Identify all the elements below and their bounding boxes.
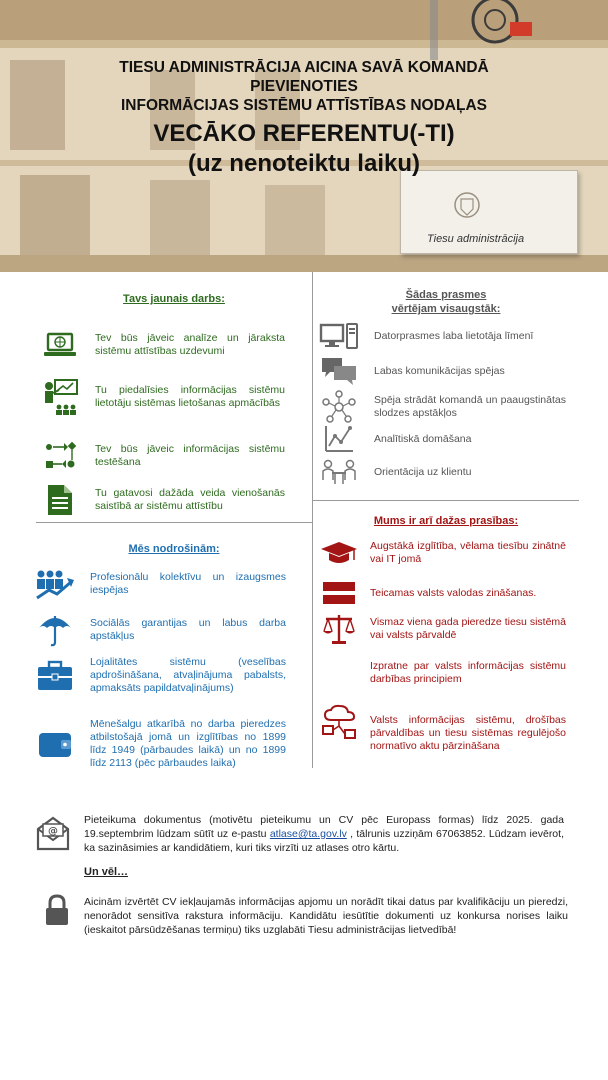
skill-item — [316, 356, 571, 386]
requirement-item — [316, 612, 571, 646]
document-icon — [38, 483, 82, 517]
computer-icon — [316, 322, 362, 350]
hero-banner — [0, 0, 608, 272]
hero-line-3: INFORMĀCIJAS SISTĒMU ATTĪSTĪBAS NODAĻAS — [121, 97, 487, 114]
requirements-heading: Mums ir arī dažas prasības: — [373, 515, 519, 527]
work-item — [38, 332, 288, 358]
application-text-before: Pieteikuma dokumentus (motivētu pieteikumu un CV pēc Europass formas) līdz 2025. gada 19.septembrim lūdzam sūtīt uz e-pastu — [84, 814, 564, 840]
offer-item-text: Profesionālu kolektīvu un izaugsmes iespējas — [90, 571, 286, 596]
wallet-icon — [32, 729, 78, 759]
more-heading: Un vēl… — [84, 866, 129, 878]
position-term: (uz nenoteiktu laiku) — [187, 150, 420, 177]
padlock-icon — [44, 894, 70, 931]
skills-heading — [313, 288, 579, 316]
offer-item-text: Sociālās garantijas un labus darba apstākļus — [90, 617, 286, 642]
skill-item — [316, 458, 571, 486]
requirement-item-text: Vismaz viena gada pieredze tiesu sistēmā vai valsts pārvaldē — [370, 616, 566, 641]
offer-item — [32, 656, 292, 695]
client-meeting-icon — [316, 458, 362, 486]
left-section-divider — [36, 522, 312, 523]
training-presenter-icon — [38, 378, 82, 416]
scales-icon — [316, 612, 362, 646]
skill-item — [316, 424, 571, 454]
work-item-text: Tu piedalīsies informācijas sistēmu lietotāju sistēmas lietošanas apmācībās — [95, 384, 285, 409]
sign-text: Tiesu administrācija — [427, 233, 525, 245]
requirement-item-text: Izpratne par valsts informācijas sistēmu darbības principiem — [370, 660, 566, 685]
right-section-divider — [313, 500, 579, 501]
email-link[interactable]: atlase@ta.gov.lv — [269, 828, 347, 840]
application-text — [84, 813, 564, 855]
briefcase-icon — [32, 660, 78, 692]
hero-line-1: TIESU ADMINISTRĀCIJA AICINA SAVĀ KOMANDĀ — [119, 59, 489, 76]
position-title: VECĀKO REFERENTU(-TI) — [153, 120, 455, 147]
flag-icon — [316, 580, 362, 606]
graduation-cap-icon — [316, 540, 362, 566]
offer-item-text: Mēnešalgu atkarībā no darba pieredzes atbilstošajā jomā un izglītības no 1899 līdz 1949 (pārbaudes laikā) un no 1899 līdz 2113 (pēc pārbaudes laika) — [90, 718, 286, 769]
network-icon — [316, 390, 362, 424]
skill-item-text: Orientācija uz klientu — [374, 465, 472, 478]
email-envelope-icon — [34, 815, 72, 858]
offer-heading: Mēs nodrošinām: — [128, 543, 220, 555]
offer-item — [32, 612, 292, 648]
work-item — [38, 483, 288, 517]
laptop-globe-icon — [38, 332, 82, 358]
work-item — [38, 440, 288, 472]
umbrella-icon — [32, 612, 78, 648]
work-heading: Tavs jaunais darbs: — [123, 293, 225, 305]
requirement-item — [316, 690, 571, 753]
requirement-item-text: Valsts informācijas sistēmu, drošības pārvaldības un tiesu sistēmas regulējošo normatīvo aktu pārzināšana — [370, 714, 566, 752]
analytics-chart-icon — [316, 424, 362, 454]
skill-item-text: Spēja strādāt komandā un paaugstinātas slodzes apstākļos — [374, 394, 566, 419]
application-text-after: , tālrunis uzziņām 67063852. Lūdzam ievērot, ka sazināsimies ar kandidātiem, kuri tiks virzīti uz atlases otro kārtu. — [84, 828, 564, 854]
requirement-item-text: Teicamas valsts valodas zināšanas. — [370, 586, 537, 599]
hero-titles — [0, 58, 608, 179]
work-item-text: Tev būs jāveic informācijas sistēmu testēšana — [95, 443, 285, 468]
work-item-text: Tev būs jāveic analīze un jāraksta sistēmu attīstības uzdevumi — [95, 332, 285, 357]
requirement-item — [316, 660, 571, 686]
more-text: Aicinām izvērtēt CV iekļaujamās informācijas apjomu un norādīt tikai datus par kvalifikāciju un pieredzi, nenorādot sensitīva rakstura informāciju. Kandidātu iesūtītie dokumenti uz konkursa norises laiku (ieskaitot pārsūdzēšanas termiņu) tiks uzglabāti Tiesu administrācijas lietvedībā! — [84, 896, 568, 936]
work-item — [38, 378, 288, 416]
offer-item-text: Lojalitātes sistēmu (veselības apdrošināšana, atvaļinājuma pabalsts, apmaksāts papildatvaļinājums) — [90, 656, 286, 694]
skills-heading-line-2: vērtējam visaugstāk: — [391, 303, 501, 315]
cloud-network-icon — [316, 704, 362, 740]
coat-of-arms-icon — [447, 185, 487, 225]
skill-item — [316, 390, 571, 424]
offer-item — [32, 718, 292, 770]
requirement-item — [316, 580, 571, 606]
skill-item-text: Analītiskā domāšana — [374, 432, 472, 445]
requirement-item-text: Augstākā izglītība, vēlama tiesību zinātnē vai IT jomā — [370, 540, 566, 565]
team-growth-icon — [32, 568, 78, 600]
workflow-test-icon — [38, 440, 82, 472]
svg-text:@: @ — [48, 826, 58, 837]
skill-item-text: Labas komunikācijas spējas — [374, 364, 505, 377]
skill-item-text: Datorprasmes laba lietotāja līmenī — [374, 329, 534, 342]
offer-item — [32, 568, 292, 600]
hero-line-2: PIEVIENOTIES — [250, 78, 358, 95]
skills-heading-line-1: Šādas prasmes — [405, 289, 487, 301]
court-administration-sign — [400, 170, 578, 254]
requirement-item — [316, 540, 571, 566]
chat-bubbles-icon — [316, 356, 362, 386]
work-item-text: Tu gatavosi dažāda veida vienošanās saistībā ar sistēmu attīstību — [95, 487, 285, 512]
skill-item — [316, 322, 571, 350]
